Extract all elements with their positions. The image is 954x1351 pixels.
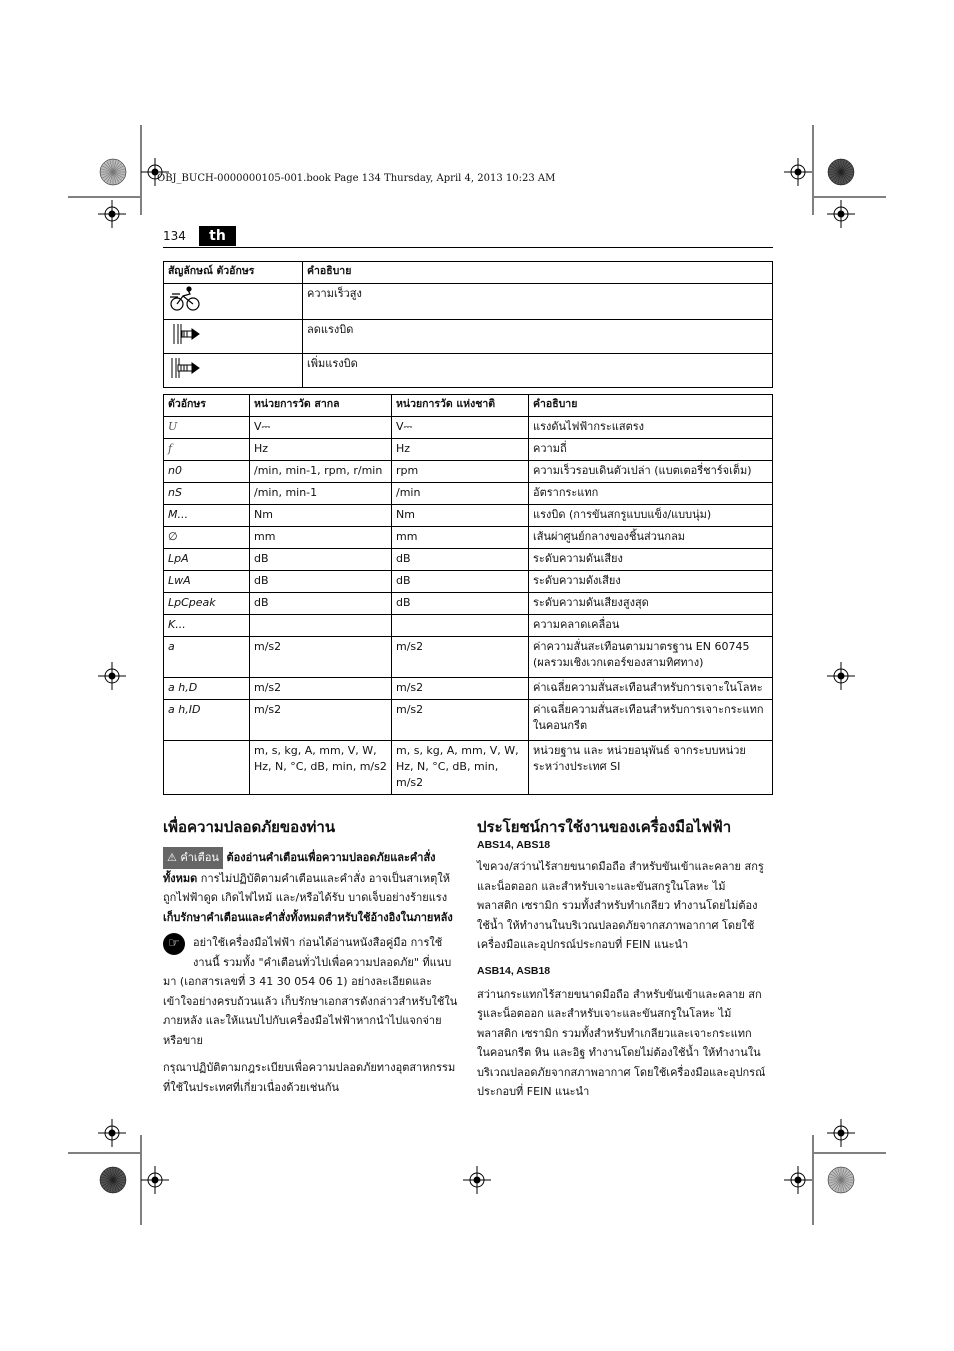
unit-symbol: U: [164, 417, 250, 439]
unit-natl: V⎓: [392, 417, 529, 439]
unit-symbol: M...: [164, 505, 250, 527]
unit-desc: ระดับความดันเสียง: [529, 549, 773, 571]
unit-natl: dB: [392, 571, 529, 593]
warning-badge: [163, 847, 223, 869]
reduce-torque-icon: [168, 322, 202, 346]
unit-natl: Hz: [392, 439, 529, 461]
units-header-intl: หน่วยการวัด สากล: [250, 395, 392, 417]
unit-natl: m/s2: [392, 700, 529, 741]
unit-natl: mm: [392, 527, 529, 549]
symbol-desc: ความเร็วสูง: [303, 284, 773, 320]
keep-instructions-text: เก็บรักษาคำเตือนและคำสั่งทั้งหมดสำหรับใช้อ้างอิงในภายหลัง: [163, 910, 453, 924]
intended-use-section: [477, 815, 767, 1102]
unit-desc: เส้นผ่าศูนย์กลางของชิ้นส่วนกลม: [529, 527, 773, 549]
registration-dot: [838, 673, 844, 679]
unit-natl: [392, 615, 529, 637]
symbols-header-symbol: สัญลักษณ์ ตัวอักษร: [164, 262, 303, 284]
unit-intl: /min, min-1: [250, 483, 392, 505]
registration-dot: [795, 1177, 801, 1183]
symbol-cell: [164, 353, 303, 387]
page-number: 134: [163, 229, 186, 243]
unit-natl: /min: [392, 483, 529, 505]
unit-intl: /min, min-1, rpm, r/min: [250, 461, 392, 483]
symbols-table: [163, 261, 773, 388]
symbol-desc: ลดแรงบิด: [303, 319, 773, 353]
model-asb-text: สว่านกระแทกไร้สายขนาดมือถือ สำหรับขันเข้าและคลาย สกรูและน็อตออก และสำหรับเจาะและขันสกรูในโลหะ ไม้ พลาสติก เซรามิก รวมทั้งสำหรับทำเกลียวและเจาะกระแทก ในคอนกรีต หิน และอิฐ ทำงานโดยไม่ต้องใช้น้ำ ให้ทำงานใน บริเวณปลอดภัยจากสภาพอากาศ โดยใช้เครื่องมือและอุปกรณ์ ประกอบที่ FEIN แนะนำ: [477, 987, 766, 1098]
unit-symbol: f: [164, 439, 250, 461]
safety-section: [163, 815, 459, 1097]
increase-torque-icon: [168, 356, 202, 380]
header-rule: [163, 247, 773, 248]
unit-symbol: n0: [164, 461, 250, 483]
unit-symbol: a h,ID: [164, 700, 250, 741]
registration-dot: [109, 211, 115, 217]
unit-symbol: nS: [164, 483, 250, 505]
unit-intl: m/s2: [250, 700, 392, 741]
model-asb: ASB14, ASB18: [477, 964, 551, 977]
registration-dot: [838, 1130, 844, 1136]
unit-intl: dB: [250, 571, 392, 593]
symbol-desc: เพิ่มแรงบิด: [303, 353, 773, 387]
unit-desc: ค่าความสั่นสะเทือนตามมาตรฐาน EN 60745 (ผลรวมเชิงเวกเตอร์ของสามทิศทาง): [529, 637, 773, 678]
unit-natl: m, s, kg, A, mm, V, W, Hz, N, °C, dB, min, m/s2: [392, 741, 529, 795]
unit-intl: m/s2: [250, 637, 392, 678]
read-manual-icon: ☞: [163, 933, 185, 955]
symbol-cell: [164, 284, 303, 320]
manual-text: อย่าใช้เครื่องมือไฟฟ้า ก่อนได้อ่านหนังสือคู่มือ การใช้งานนี้ รวมทั้ง "คำเตือนทั่วไปเพื่อความปลอดภัย" ที่แนบมา (เอกสารเลขที่ 3 41 30 054 06 1) อย่างละเอียดและ เข้าใจอย่างครบถ้วนแล้ว เก็บรักษาเอกสารดังกล่าวสำหรับใช้ใน ภายหลัง และให้แนบไปกับเครื่องมือไฟฟ้าหากนำไปแจกจ่าย หรือขาย: [163, 936, 458, 1047]
safety-heading: เพื่อความปลอดภัยของท่าน: [163, 818, 336, 836]
color-starburst: [828, 1167, 854, 1193]
unit-symbol: a: [164, 637, 250, 678]
unit-desc: ความคลาดเคลื่อน: [529, 615, 773, 637]
unit-symbol: ∅: [164, 527, 250, 549]
unit-natl: m/s2: [392, 637, 529, 678]
color-starburst: [828, 159, 854, 185]
color-starburst: [100, 159, 126, 185]
registration-dot: [109, 673, 115, 679]
unit-desc: ระดับความดันเสียงสูงสุด: [529, 593, 773, 615]
warning-label: คำเตือน: [180, 851, 219, 864]
intended-use-heading: ประโยชน์การใช้งานของเครื่องมือไฟฟ้า: [477, 818, 732, 836]
warning-bold-text: ต้องอ่านคำเตือนเพื่อความปลอดภัยและคำสั่ง ทั้งหมด: [163, 851, 436, 885]
registration-dot: [109, 1130, 115, 1136]
regulations-text: กรุณาปฏิบัติตามกฎระเบียบเพื่อความปลอดภัยทางอุตสาหกรรม ที่ใช้ในประเทศที่เกี่ยวเนื่องด้วยเช่นกัน: [163, 1061, 456, 1094]
language-tag: th: [199, 226, 236, 246]
unit-desc: ระดับความดังเสียง: [529, 571, 773, 593]
unit-symbol: LpCpeak: [164, 593, 250, 615]
unit-natl: m/s2: [392, 678, 529, 700]
unit-symbol: [164, 741, 250, 795]
high-speed-icon: [168, 286, 202, 312]
color-starburst: [100, 1167, 126, 1193]
unit-natl: dB: [392, 593, 529, 615]
unit-symbol: K...: [164, 615, 250, 637]
units-header-desc: คำอธิบาย: [529, 395, 773, 417]
unit-desc: หน่วยฐาน และ หน่วยอนุพันธ์ จากระบบหน่วยระหว่างประเทศ SI: [529, 741, 773, 795]
file-info-line: OBJ_BUCH-0000000105-001.book Page 134 Thursday, April 4, 2013 10:23 AM: [157, 173, 556, 184]
model-abs: ABS14, ABS18: [477, 839, 551, 851]
model-abs-text: ไขควง/สว่านไร้สายขนาดมือถือ สำหรับขันเข้าและคลาย สกรูและน็อตออก และสำหรับเจาะและขันสกรูในโลหะ ไม้ พลาสติก เซรามิก รวมทั้งสำหรับทำเกลียว ทำงานโดยไม่ต้อง ใช้น้ำ ให้ทำงานในบริเวณปลอดภัยจากสภาพอากาศ โดยใช้ เครื่องมือและอุปกรณ์ประกอบที่ FEIN แนะนำ: [477, 860, 764, 951]
unit-natl: dB: [392, 549, 529, 571]
units-header-natl: หน่วยการวัด แห่งชาติ: [392, 395, 529, 417]
warning-text: การไม่ปฏิบัติตามคำเตือนและคำสั่ง อาจเป็นสาเหตุให้ถูกไฟฟ้าดูด เกิดไฟไหม้ และ/หรือได้รับ บาดเจ็บอย่างร้ายแรง: [163, 871, 450, 904]
units-header-symbol: ตัวอักษร: [164, 395, 250, 417]
warning-triangle-icon: ⚠: [167, 851, 177, 864]
registration-dot: [474, 1177, 480, 1183]
unit-symbol: LpA: [164, 549, 250, 571]
unit-intl: Nm: [250, 505, 392, 527]
unit-desc: แรงบิด (การขันสกรูแบบแข็ง/แบบนุ่ม): [529, 505, 773, 527]
unit-intl: dB: [250, 549, 392, 571]
unit-natl: rpm: [392, 461, 529, 483]
unit-desc: ความเร็วรอบเดินตัวเปล่า (แบตเตอรี่ชาร์จเต็ม): [529, 461, 773, 483]
unit-desc: แรงดันไฟฟ้ากระแสตรง: [529, 417, 773, 439]
unit-intl: m/s2: [250, 678, 392, 700]
unit-symbol: LwA: [164, 571, 250, 593]
unit-intl: [250, 615, 392, 637]
registration-dot: [795, 169, 801, 175]
units-table: [163, 394, 773, 795]
unit-symbol: a h,D: [164, 678, 250, 700]
symbol-cell: [164, 319, 303, 353]
unit-natl: Nm: [392, 505, 529, 527]
unit-desc: ค่าเฉลี่ยความสั่นสะเทือนสำหรับการเจาะในโลหะ: [529, 678, 773, 700]
registration-dot: [152, 1177, 158, 1183]
symbols-header-desc: คำอธิบาย: [303, 262, 773, 284]
unit-intl: V⎓: [250, 417, 392, 439]
unit-intl: dB: [250, 593, 392, 615]
unit-intl: m, s, kg, A, mm, V, W, Hz, N, °C, dB, min, m/s2: [250, 741, 392, 795]
unit-intl: Hz: [250, 439, 392, 461]
unit-desc: ความถี่: [529, 439, 773, 461]
unit-desc: อัตรากระแทก: [529, 483, 773, 505]
registration-dot: [838, 211, 844, 217]
unit-intl: mm: [250, 527, 392, 549]
unit-desc: ค่าเฉลี่ยความสั่นสะเทือนสำหรับการเจาะกระแทก ในคอนกรีต: [529, 700, 773, 741]
